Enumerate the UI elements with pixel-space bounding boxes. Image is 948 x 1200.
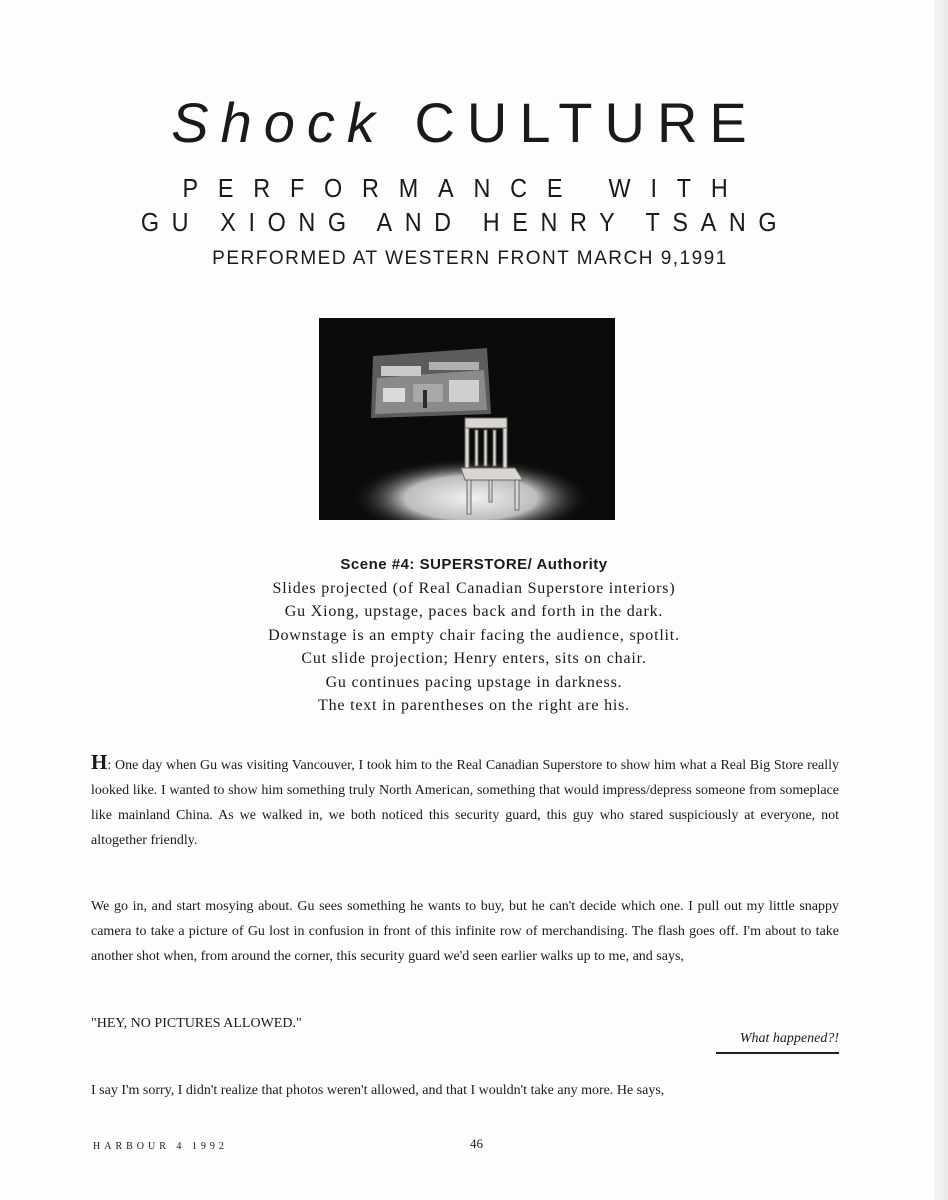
scene-heading: Scene #4: SUPERSTORE/ Authority [340,556,608,573]
page-title [0,88,930,158]
title-caps-word: CULTURE [414,91,759,154]
aside-response: What happened?! [716,1031,839,1054]
projected-slide [371,348,491,418]
subtitle-performance: PERFORMANCE WITH [182,173,748,203]
quoted-line: "HEY, NO PICTURES ALLOWED." [91,1016,302,1031]
stage-direction-line: Gu continues pacing upstage in darkness. [325,673,623,691]
subtitle-performers: GU XIONG AND HENRY TSANG [140,207,790,237]
stage-direction-line: Cut slide projection; Henry enters, sits on chair. [301,650,647,668]
stage-directions [0,577,948,717]
stage-direction-line: Downstage is an empty chair facing the audience, spotlit. [268,626,680,644]
paragraph-1 [91,750,839,853]
title-italic-word: Shock [171,91,387,154]
paragraph-1-text: : One day when Gu was visiting Vancouver, I took him to the Real Canadian Superstore to show him what a Real Big Store really looked like. I wanted to show him something truly North American, something that would impress/depress someone from someplace like mainland China. As we walked in, we both noticed this security guard, this guy who stared suspiciously at everyone, not altogether friendly. [91,758,839,848]
performance-photo [319,318,615,520]
subtitle-venue-date: PERFORMED AT WESTERN FRONT MARCH 9,1991 [212,248,728,269]
stage-direction-line: Slides projected (of Real Canadian Superstore interiors) [272,580,676,597]
footer-publication: HARBOUR 4 1992 [93,1141,228,1152]
stage-direction-line: The text in parentheses on the right are his. [318,697,630,715]
speaker-initial: H [91,750,108,774]
stage-direction-line: Gu Xiong, upstage, paces back and forth in the dark. [284,603,664,621]
paragraph-2: We go in, and start mosying about. Gu sees something he wants to buy, but he can't decide which one. I pull out my little snappy camera to take a picture of Gu lost in confusion in front of this infinite row of merchandising. The flash goes off. I'm about to take another shot when, from around the corner, this security guard we'd seen earlier walks up to me, and says, [91,899,839,964]
page-number: 46 [470,1136,483,1151]
paragraph-4: I say I'm sorry, I didn't realize that photos weren't allowed, and that I wouldn't take any more. He says, [91,1083,665,1098]
